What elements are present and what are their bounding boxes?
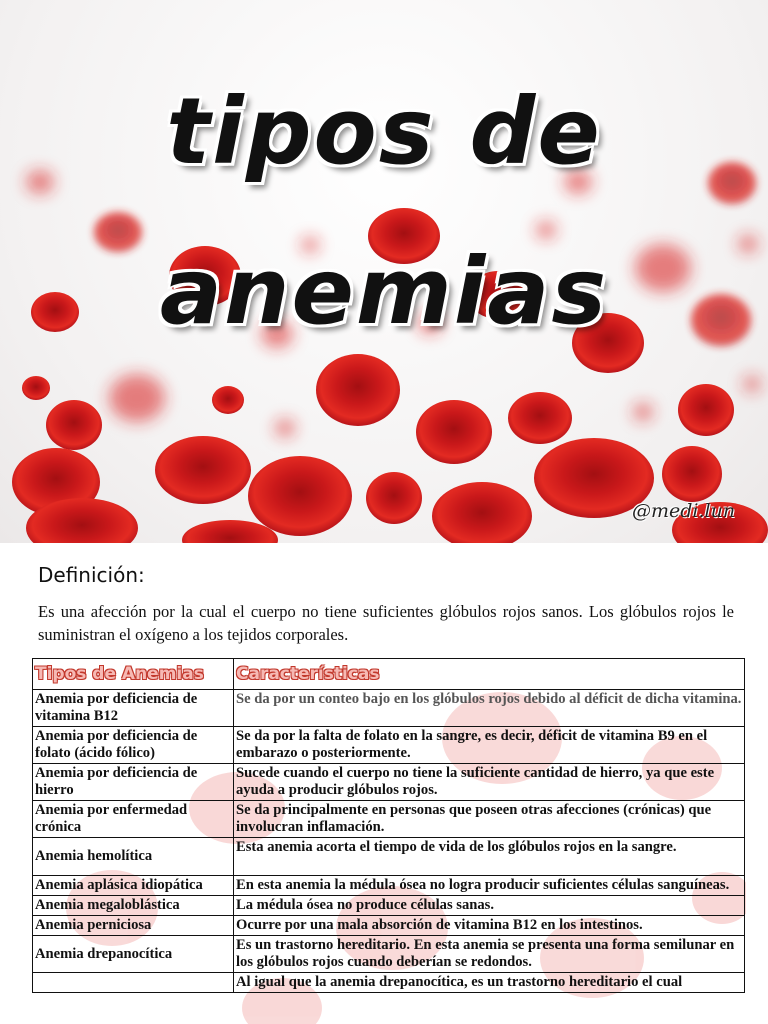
table-row	[33, 936, 745, 973]
table-row	[33, 973, 745, 993]
table-row	[33, 876, 745, 896]
anemia-description-cell: Esta anemia acorta el tiempo de vida de los glóbulos rojos en la sangre.	[234, 838, 745, 876]
table-row	[33, 764, 745, 801]
header-tipos: Tipos de Anemias	[33, 659, 234, 690]
title-line-2: anemias	[159, 238, 609, 345]
table-row	[33, 690, 745, 727]
definition-text: Es una afección por la cual el cuerpo no tiene suficientes glóbulos rojos sanos. Los glóbulos rojos le suministran el oxígeno a los tejidos corporales.	[38, 602, 734, 644]
anemia-types-table	[32, 658, 745, 993]
anemia-description-cell: La médula ósea no produce células sanas.	[234, 896, 745, 916]
table-row	[33, 916, 745, 936]
table-row	[33, 896, 745, 916]
anemia-type-cell: Anemia hemolítica	[33, 838, 234, 876]
anemia-description-cell: Ocurre por una mala absorción de vitamina B12 en los intestinos.	[234, 916, 745, 936]
title-line-1: tipos de	[166, 78, 602, 185]
anemia-type-cell	[33, 973, 234, 993]
table-header-row	[33, 659, 745, 690]
table-row	[33, 838, 745, 876]
anemia-description-cell: Se da por un conteo bajo en los glóbulos rojos debido al déficit de dicha vitamina.	[234, 690, 745, 727]
anemia-types-table-wrapper	[32, 658, 746, 1024]
anemia-type-cell: Anemia por deficiencia de hierro	[33, 764, 234, 801]
anemia-type-cell: Anemia por enfermedad crónica	[33, 801, 234, 838]
anemia-description-cell: Es un trastorno hereditario. En esta anemia se presenta una forma semilunar en los glóbulos rojos cuando deberían se redondos.	[234, 936, 745, 973]
author-signature: @medi.lun	[632, 500, 736, 522]
anemia-type-cell: Anemia por deficiencia de folato (ácido fólico)	[33, 727, 234, 764]
anemia-description-cell: Sucede cuando el cuerpo no tiene la suficiente cantidad de hierro, ya que este ayuda a producir glóbulos rojos.	[234, 764, 745, 801]
anemia-description-cell: Se da por la falta de folato en la sangre, es decir, déficit de vitamina B9 en el embarazo o posteriormente.	[234, 727, 745, 764]
anemia-type-cell: Anemia drepanocítica	[33, 936, 234, 973]
anemia-type-cell: Anemia megaloblástica	[33, 896, 234, 916]
anemia-type-cell: Anemia por deficiencia de vitamina B12	[33, 690, 234, 727]
table-row	[33, 727, 745, 764]
anemia-type-cell: Anemia perniciosa	[33, 916, 234, 936]
anemia-description-cell: Se da principalmente en personas que poseen otras afecciones (crónicas) que involucran inflamación.	[234, 801, 745, 838]
anemia-description-cell: En esta anemia la médula ósea no logra producir suficientes células sanguíneas.	[234, 876, 745, 896]
definition-heading: Definición:	[38, 563, 145, 587]
anemia-description-cell: Al igual que la anemia drepanocítica, es un trastorno hereditario el cual	[234, 973, 745, 993]
table-row	[33, 801, 745, 838]
anemia-type-cell: Anemia aplásica idiopática	[33, 876, 234, 896]
header-caracteristicas: Características	[234, 659, 745, 690]
